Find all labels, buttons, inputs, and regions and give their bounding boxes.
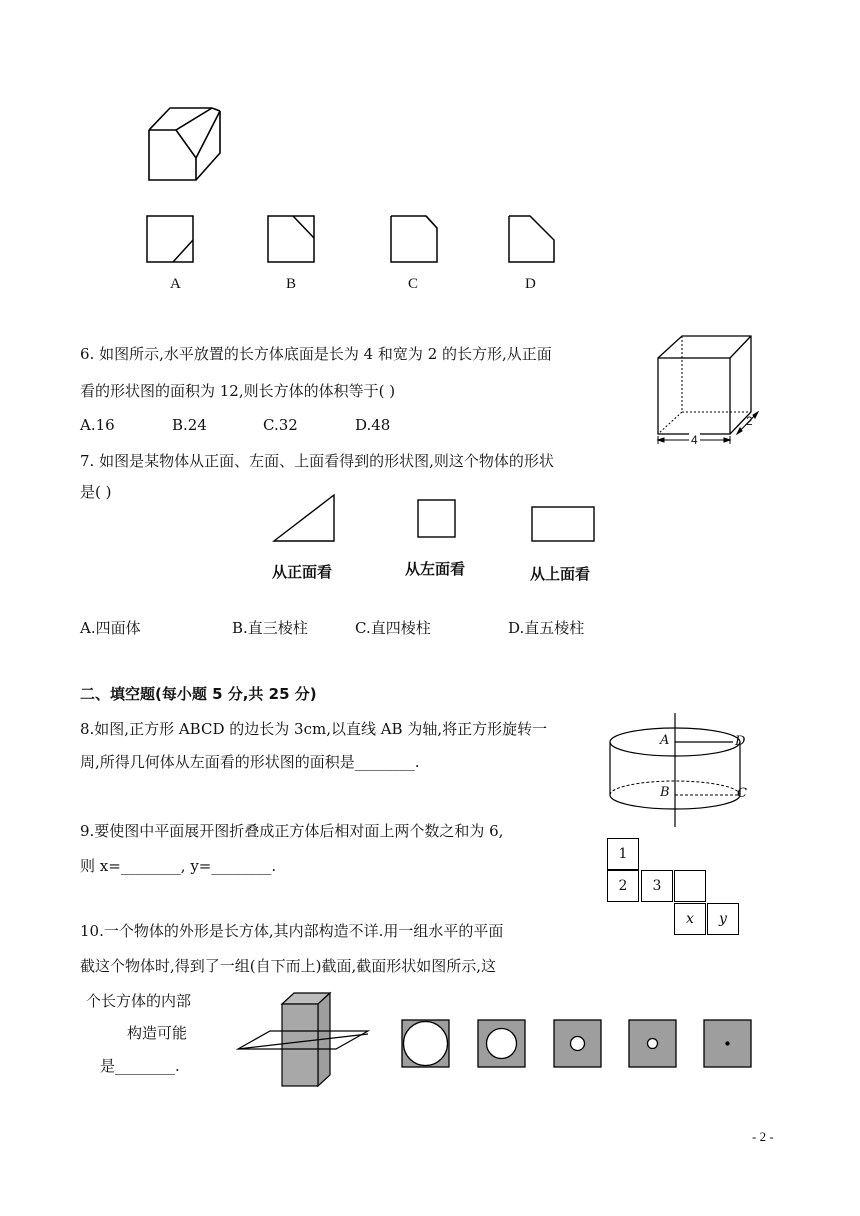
q8-label-d: D [735, 734, 746, 749]
q7-choice-a: A.四面体 [80, 619, 141, 637]
q9-line1: 9.要使图中平面展开图折叠成正方体后相对面上两个数之和为 6, [80, 822, 504, 840]
q6-choice-a: A.16 [80, 416, 115, 434]
q8-label-c: C [737, 786, 747, 801]
section2-heading: 二、填空题(每小题 5 分,共 25 分) [80, 685, 317, 703]
q9-net-cell-1: 1 [607, 838, 639, 870]
q5-option-d: D [525, 276, 536, 292]
q8-line2: 周,所得几何体从左面看的形状图的面积是________. [80, 753, 420, 771]
q5-option-b: B [286, 276, 297, 292]
q9-line2: 则 x=________, y=________. [80, 857, 277, 875]
q9-net-cell-y: y [707, 903, 739, 935]
q7-line2: 是( ) [80, 483, 112, 501]
q6-dim-length: 4 [691, 433, 698, 447]
q5-option-c: C [408, 276, 419, 292]
q9-net-cell-x: x [674, 903, 706, 935]
q6-choice-d: D.48 [355, 416, 391, 434]
q10-line4: 构造可能 [127, 1024, 188, 1042]
q7-view-front: 从正面看 [272, 563, 333, 581]
q10-line2: 截这个物体时,得到了一组(自下而上)截面,截面形状如图所示,这 [80, 957, 497, 975]
q7-view-top: 从上面看 [530, 565, 591, 583]
q6-choice-b: B.24 [172, 416, 207, 434]
q6-line2: 看的形状图的面积为 12,则长方体的体积等于( ) [80, 382, 396, 400]
q10-line1: 10.一个物体的外形是长方体,其内部构造不详.用一组水平的平面 [80, 922, 504, 940]
q7-choice-b: B.直三棱柱 [232, 619, 308, 637]
q8-line1: 8.如图,正方形 ABCD 的边长为 3cm,以直线 AB 为轴,将正方形旋转一 [80, 720, 548, 738]
q6-line1: 6. 如图所示,水平放置的长方体底面是长为 4 和宽为 2 的长方形,从正面 [80, 345, 552, 363]
q6-dim-width: 2 [746, 414, 753, 428]
q6-choice-c: C.32 [263, 416, 298, 434]
q7-choice-d: D.直五棱柱 [508, 619, 585, 637]
q7-view-left: 从左面看 [405, 560, 466, 578]
q5-option-a: A [170, 276, 181, 292]
q9-net-cell-2: 2 [607, 870, 639, 902]
q10-line3: 个长方体的内部 [86, 992, 192, 1010]
q7-choice-c: C.直四棱柱 [355, 619, 431, 637]
page-number: - 2 - [752, 1129, 774, 1144]
q9-net-cell-3: 3 [641, 870, 673, 902]
q8-label-b: B [660, 785, 670, 800]
q8-label-a: A [660, 733, 670, 748]
q10-line5: 是________. [100, 1057, 180, 1075]
q7-line1: 7. 如图是某物体从正面、左面、上面看得到的形状图,则这个物体的形状 [80, 452, 554, 470]
